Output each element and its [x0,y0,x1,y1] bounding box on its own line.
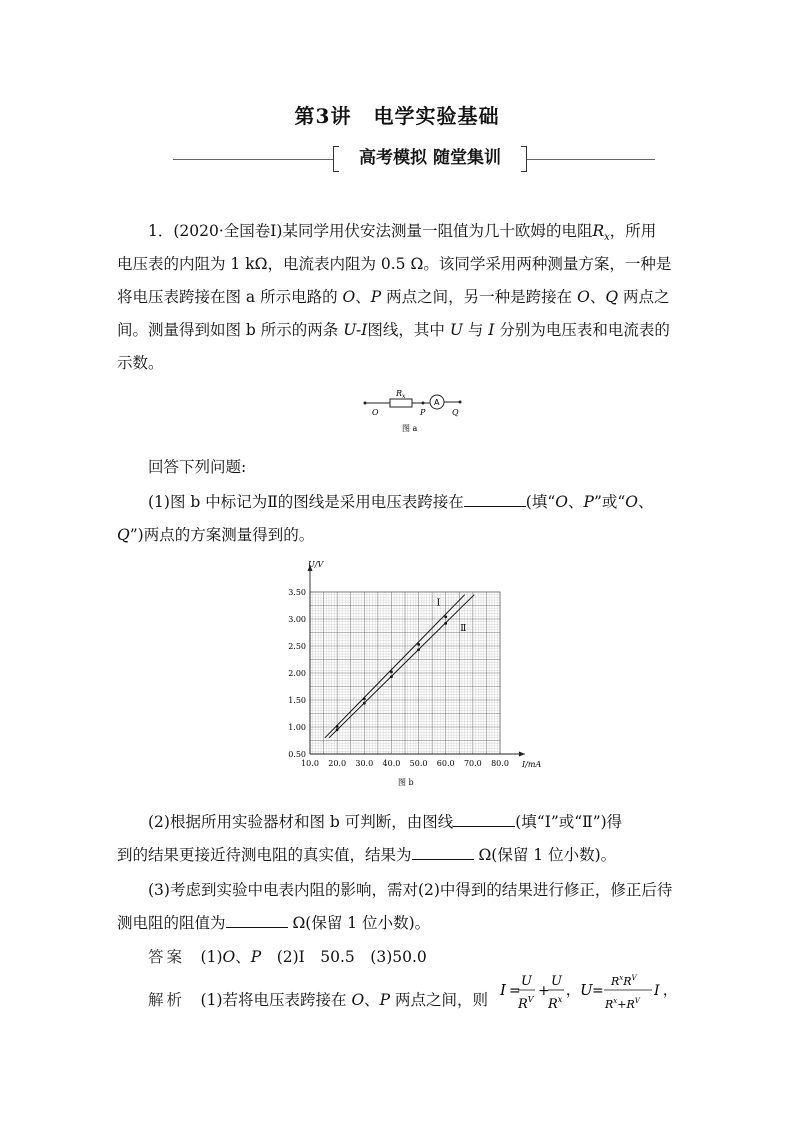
label-q: Q [452,408,459,417]
analysis-formula [500,968,675,1020]
svg-text:+: + [538,983,550,999]
y-tick-label: 1.00 [288,723,306,732]
svg-text:RV: $R^V$ [518,995,534,1012]
question-line-4: 间。测量得到如图 b 所示的两条 U-I图线，其中 U 与 I 分别为电压表和电流表的 [117,321,670,339]
svg-text:RxRV: $R^xR^V$ [611,974,637,988]
page-title [0,100,794,129]
svg-text:Rx: $R^x$ [548,995,563,1012]
sub1-line-1: (1)图 b 中标记为Ⅱ的图线是采用电压表跨接在 (填“O、P”或“O、 [148,493,654,511]
answer-label: 答案 [148,948,186,966]
circuit-figure-a [360,385,470,435]
sub2-line-2: 到的结果更接近待测电阻的真实值，结果为 Ω(保留 1 位小数)。 [117,846,617,864]
svg-text:U: U [521,974,532,989]
node-o [364,402,367,405]
y-axis-label: U/V [308,560,324,569]
svg-text:=: = [592,983,604,999]
data-point [390,671,393,674]
svg-text:，: ， [566,983,580,999]
svg-text:，: ， [663,983,677,999]
svg-text:Rx+RV: $R^x+R^V$ [605,997,640,1011]
sub1-line-2: Q”)两点的方案测量得到的。 [117,526,315,544]
series-label: Ⅰ [436,598,441,609]
label-rx: $R_x$ [396,389,406,400]
data-point [444,622,447,625]
section-banner: 高考模拟 随堂集训 [333,144,527,172]
banner-right-rule [527,159,655,160]
x-tick-label: 30.0 [355,759,374,768]
node-p [422,402,425,405]
x-tick-label: 20.0 [328,759,347,768]
y-tick-label: 0.50 [288,750,306,759]
x-tick-label: 60.0 [436,759,455,768]
y-tick-label: 2.00 [288,669,306,678]
x-tick-label: 70.0 [463,759,482,768]
resistor-rx [390,399,412,407]
figure-b-caption: 图 b [398,778,414,787]
analysis-line: 解析 (1)若将电压表跨接在 O、P 两点之间，则 [148,991,489,1009]
blank-4[interactable] [226,913,288,928]
label-ammeter: A [434,398,440,407]
data-point [390,675,393,678]
sub2-line-1: (2)根据所用实验器材和图 b 可判断，由图线 (填“Ⅰ”或“Ⅱ”)得 [148,813,623,831]
sub3-line-1: (3)考虑到实验中电表内阻的影响，需对(2)中得到的结果进行修正，修正后待 [148,881,673,899]
data-point [363,698,366,701]
chart-figure-b [270,557,550,792]
svg-text:I: I [500,981,506,999]
banner-left-rule [173,159,333,160]
figure-a-caption: 图 a [402,424,418,433]
x-tick-label: 40.0 [382,759,401,768]
x-axis-label: I/mA [522,760,542,769]
lecture-topic: 电学实验基础 [373,104,500,128]
y-tick-label: 2.50 [288,642,306,651]
data-point [444,615,447,618]
x-axis-arrow-icon [519,752,525,757]
blank-2[interactable] [453,812,515,827]
data-point [417,643,420,646]
svg-text:I: I [654,983,660,999]
svg-text:U: U [580,981,593,999]
data-point [363,702,366,705]
question-line-2: 电压表的内阻为 1 kΩ，电流表内阻为 0.5 Ω。该同学采用两种测量方案，一种是 [117,255,672,273]
y-tick-label: 3.00 [288,615,306,624]
prompt-text: 回答下列问题: [148,458,247,476]
data-point [336,728,339,731]
data-point [417,648,420,651]
lecture-number: 第3讲 [294,104,352,128]
blank-3[interactable] [412,845,474,860]
node-q [459,401,462,404]
analysis-label: 解析 [148,991,186,1009]
label-p: P [420,408,426,417]
sub3-line-2: 测电阻的阻值为 Ω(保留 1 位小数)。 [117,914,431,932]
x-tick-label: 10.0 [301,759,319,768]
question-line-5: 示数。 [117,354,164,372]
x-tick-label: 80.0 [491,759,509,768]
x-tick-label: 50.0 [409,759,428,768]
series-label: Ⅱ [460,623,467,634]
blank-1[interactable] [464,492,526,507]
label-o: O [372,408,379,417]
question-line-3: 将电压表跨接在图 a 所示电路的 O、P 两点之间，另一种是跨接在 O、Q 两点之 [117,288,670,306]
y-tick-label: 1.50 [288,696,306,705]
data-point [336,725,339,728]
svg-text:U: U [551,974,562,989]
svg-text:=: = [509,983,521,999]
question-line-1: 1．(2020·全国卷Ⅰ)某同学用伏安法测量一阻值为几十欧姆的电阻$R_x$，所用 [148,222,657,244]
y-tick-label: 3.50 [288,588,306,597]
answer-line: 答案 (1)O、P (2)Ⅰ 50.5 (3)50.0 [148,948,427,966]
